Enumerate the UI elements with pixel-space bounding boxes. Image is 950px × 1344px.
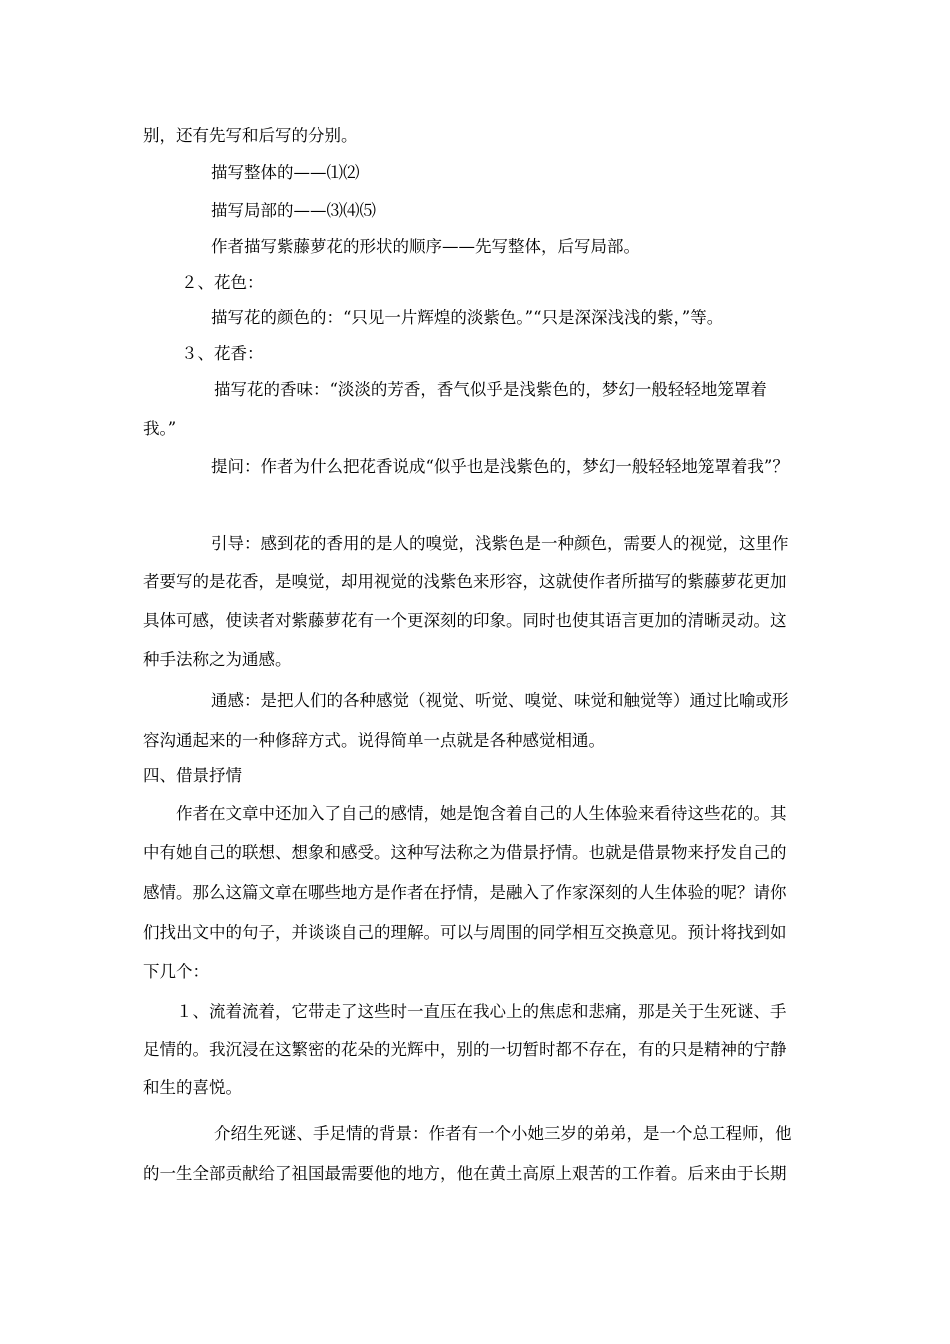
text-line: 描写花的颜色的：“只见一片辉煌的淡紫色。”“只是深深浅浅的紫，”等。: [211, 308, 724, 327]
text-line: 提问：作者为什么把花香说成“似乎也是浅紫色的，梦幻一般轻轻地笼罩着我”？: [211, 457, 789, 476]
text-line: 中有她自己的联想、想象和感受。这种写法称之为借景抒情。也就是借景物来抒发自己的: [143, 843, 787, 862]
text-line: 者要写的是花香，是嗅觉，却用视觉的浅紫色来形容，这就使作者所描写的紫藤萝花更加: [143, 572, 787, 591]
text-line: 我。”: [143, 419, 177, 438]
text-line: 种手法称之为通感。: [143, 650, 292, 669]
text-line: 们找出文中的句子，并谈谈自己的理解。可以与周围的同学相互交换意见。预计将找到如: [143, 923, 787, 942]
text-line: 描写花的香味：“淡淡的芳香，香气似乎是浅紫色的，梦幻一般轻轻地笼罩着: [214, 380, 767, 399]
text-line: ３、花香：: [181, 344, 264, 363]
text-line: 引导：感到花的香用的是人的嗅觉，浅紫色是一种颜色，需要人的视觉，这里作: [211, 534, 789, 553]
text-line: 通感：是把人们的各种感觉（视觉、听觉、嗅觉、味觉和触觉等）通过比喻或形: [211, 691, 789, 710]
text-line: 作者描写紫藤萝花的形状的顺序——先写整体，后写局部。: [211, 237, 640, 256]
text-line: 描写局部的——⑶⑷⑸: [211, 201, 376, 220]
text-line: 下几个：: [143, 962, 209, 981]
text-line: 别，还有先写和后写的分别。: [143, 126, 358, 145]
section-heading: 四、借景抒情: [143, 766, 242, 785]
text-line: 和生的喜悦。: [143, 1078, 242, 1097]
text-line: 的一生全部贡献给了祖国最需要他的地方，他在黄土高原上艰苦的工作着。后来由于长期: [143, 1164, 787, 1183]
text-line: 感情。那么这篇文章在哪些地方是作者在抒情，是融入了作家深刻的人生体验的呢？请你: [143, 883, 787, 902]
text-line: 介绍生死谜、手足情的背景：作者有一个小她三岁的弟弟，是一个总工程师，他: [214, 1124, 792, 1143]
text-line: 描写整体的——⑴⑵: [211, 163, 360, 182]
text-line: 具体可感，使读者对紫藤萝花有一个更深刻的印象。同时也使其语言更加的清晰灵动。这: [143, 611, 787, 630]
text-line: ２、花色：: [181, 273, 264, 292]
text-line: 足情的。我沉浸在这繁密的花朵的光辉中，别的一切暂时都不存在，有的只是精神的宁静: [143, 1040, 787, 1059]
text-line: １、流着流着，它带走了这些时一直压在我心上的焦虑和悲痛，那是关于生死谜、手: [176, 1002, 787, 1021]
text-line: 容沟通起来的一种修辞方式。说得简单一点就是各种感觉相通。: [143, 731, 605, 750]
text-line: 作者在文章中还加入了自己的感情，她是饱含着自己的人生体验来看待这些花的。其: [176, 804, 787, 823]
